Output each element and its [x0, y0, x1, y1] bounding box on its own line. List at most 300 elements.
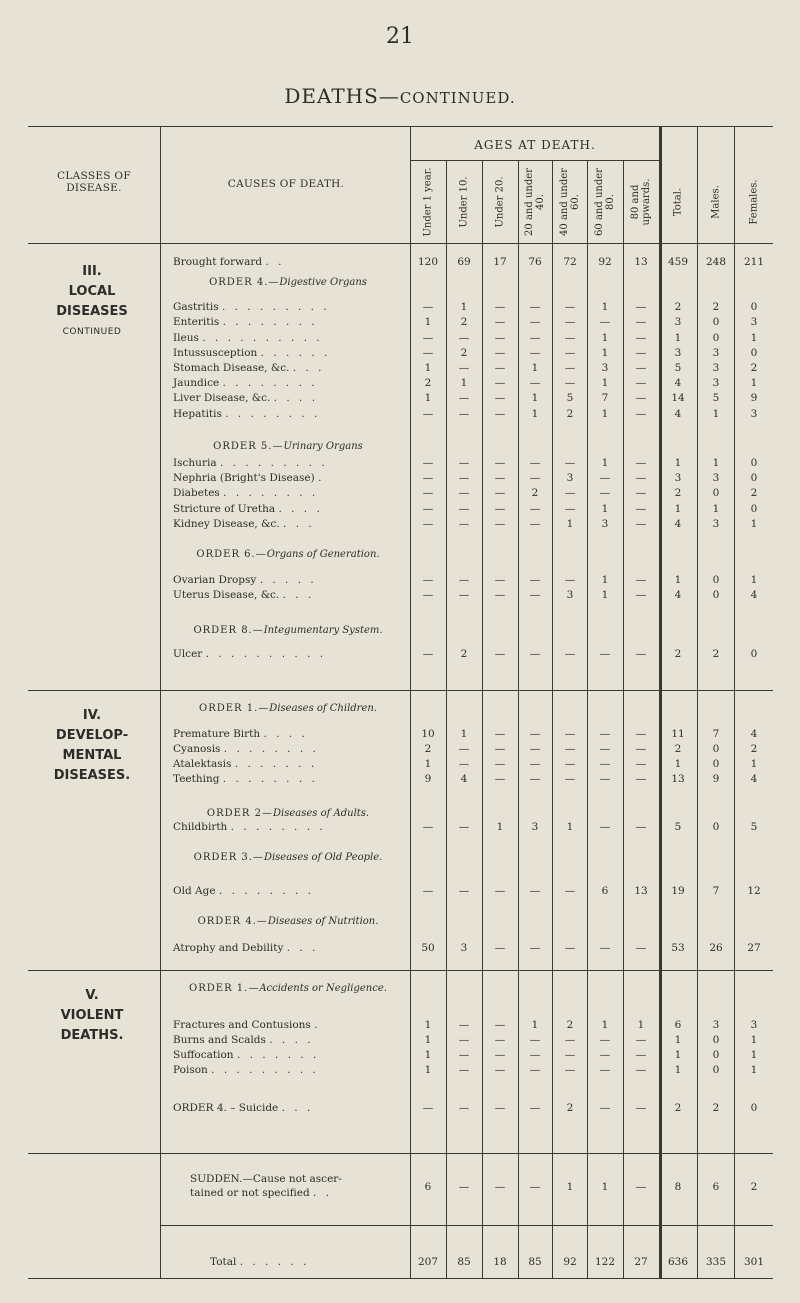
value-cell: —: [529, 743, 541, 755]
value-cell: —: [635, 487, 647, 499]
header-causes: CAUSES OF DEATH.: [227, 178, 345, 190]
table-row: [0, 1101, 800, 1115]
value-cell: —: [422, 574, 434, 586]
value-cell: —: [635, 408, 647, 420]
cause-cell: [173, 517, 403, 531]
leader-dots: . . . . . . . .: [222, 773, 318, 785]
value-cell: 0: [712, 743, 720, 755]
page-number: 21: [386, 24, 414, 49]
header-females: Females.: [748, 179, 760, 225]
value-cell: —: [458, 1064, 470, 1076]
value-cell: 2: [750, 487, 758, 499]
value-cell: 0: [750, 347, 758, 359]
value-cell: —: [458, 1019, 470, 1031]
value-cell: 459: [667, 256, 689, 268]
leader-dots: . . . .: [269, 1034, 314, 1046]
title-small-caps: CONTINUED.: [399, 89, 516, 107]
value-cell: —: [494, 457, 506, 469]
value-cell: —: [564, 743, 576, 755]
value-cell: 1: [674, 574, 682, 586]
value-cell: —: [494, 347, 506, 359]
cause-cell: [173, 647, 403, 661]
value-cell: 3: [712, 472, 720, 484]
cause-label: Enteritis: [173, 316, 220, 328]
value-cell: —: [494, 1049, 506, 1061]
cause-label: Childbirth: [173, 821, 228, 833]
value-cell: —: [529, 942, 541, 954]
value-cell: 1: [460, 728, 468, 740]
cause-cell: [173, 884, 403, 898]
value-cell: 636: [667, 1256, 689, 1268]
value-cell: 9: [712, 773, 720, 785]
cause-cell: [173, 742, 403, 756]
value-cell: 0: [750, 648, 758, 660]
order-title: Diseases of Nutrition.: [267, 916, 379, 927]
cause-label: Total: [210, 1256, 237, 1268]
value-cell: —: [529, 1049, 541, 1061]
value-cell: —: [494, 503, 506, 515]
table-row: [0, 1173, 800, 1199]
table-row: [0, 376, 800, 390]
value-cell: 9: [750, 392, 758, 404]
value-cell: 3: [750, 1019, 758, 1031]
cause-label: Premature Birth: [173, 728, 261, 740]
order-heading: [188, 702, 388, 715]
value-cell: 1: [674, 758, 682, 770]
value-cell: 1: [674, 457, 682, 469]
value-cell: 0: [750, 301, 758, 313]
class-label-line: DISEASES.: [53, 768, 131, 783]
order-title: Integumentary System.: [263, 625, 383, 636]
value-cell: —: [422, 648, 434, 660]
value-cell: —: [599, 743, 611, 755]
value-cell: 2: [424, 743, 432, 755]
header-classes: CLASSES OF DISEASE.: [57, 170, 131, 194]
value-cell: 27: [747, 942, 761, 954]
class-label-line: DEATHS.: [60, 1028, 124, 1043]
value-cell: —: [564, 1034, 576, 1046]
value-cell: 1: [601, 457, 609, 469]
value-cell: 0: [712, 332, 720, 344]
value-cell: —: [599, 821, 611, 833]
value-cell: —: [494, 301, 506, 313]
value-cell: 2: [674, 301, 682, 313]
leader-dots: . . .: [282, 589, 315, 601]
value-cell: —: [635, 758, 647, 770]
value-cell: —: [635, 518, 647, 530]
value-cell: 1: [601, 301, 609, 313]
cause-label: Ulcer: [173, 648, 203, 660]
table-row: [0, 742, 800, 756]
value-cell: 18: [493, 1256, 507, 1268]
value-cell: —: [529, 885, 541, 897]
cause-label: Gastritis: [173, 301, 219, 313]
cause-cell: [173, 300, 403, 314]
cause-label: Liver Disease, &c.: [173, 392, 271, 404]
cause-label: Brought forward: [173, 256, 263, 268]
cause-label: Teething: [173, 773, 220, 785]
leader-dots: . . . . . .: [239, 1256, 310, 1268]
table-row: [0, 1048, 800, 1062]
value-cell: —: [529, 518, 541, 530]
value-cell: 1: [712, 408, 720, 420]
value-cell: —: [458, 1034, 470, 1046]
value-cell: —: [564, 758, 576, 770]
table-row: [0, 361, 800, 375]
cause-label: Suffocation: [173, 1049, 234, 1061]
value-cell: —: [529, 472, 541, 484]
value-cell: 2: [566, 1019, 574, 1031]
value-cell: 2: [712, 648, 720, 660]
order-title: Digestive Organs: [279, 277, 367, 288]
value-cell: —: [564, 1049, 576, 1061]
table-row: [0, 315, 800, 329]
value-cell: 5: [750, 821, 758, 833]
value-cell: 17: [493, 256, 507, 268]
value-cell: —: [494, 1181, 506, 1193]
leader-dots: .: [318, 472, 325, 484]
table-row: [0, 573, 800, 587]
order-heading: [188, 548, 388, 561]
value-cell: 1: [674, 503, 682, 515]
table-row: [0, 486, 800, 500]
leader-dots: . . . . . . .: [234, 758, 318, 770]
value-cell: 1: [674, 1049, 682, 1061]
cause-label: Ileus: [173, 332, 199, 344]
cause-cell: [173, 1033, 403, 1047]
cause-cell: [173, 727, 403, 741]
order-heading: [188, 915, 388, 928]
cause-cell: [173, 502, 403, 516]
value-cell: —: [422, 408, 434, 420]
class-label-line: MENTAL: [62, 748, 122, 763]
cause-label: Ovarian Dropsy: [173, 574, 257, 586]
value-cell: 2: [712, 1102, 720, 1114]
order-label: ORDER 4.—: [209, 277, 280, 288]
table-bottom-rule: [28, 1278, 773, 1279]
leader-dots: . .: [313, 1187, 333, 1199]
table-row: [0, 1033, 800, 1047]
value-cell: —: [599, 1034, 611, 1046]
value-cell: —: [635, 472, 647, 484]
order-label: ORDER 3.—: [193, 852, 264, 863]
value-cell: 0: [750, 472, 758, 484]
cause-label: Intussusception: [173, 347, 258, 359]
value-cell: —: [599, 758, 611, 770]
value-cell: 6: [601, 885, 609, 897]
cause-label: Stomach Disease, &c.: [173, 362, 290, 374]
value-cell: 2: [566, 408, 574, 420]
cause-label: Ischuria: [173, 457, 217, 469]
value-cell: —: [635, 942, 647, 954]
value-cell: 7: [712, 885, 720, 897]
value-cell: —: [422, 332, 434, 344]
value-cell: —: [458, 885, 470, 897]
value-cell: 9: [424, 773, 432, 785]
value-cell: 2: [712, 301, 720, 313]
value-cell: 0: [712, 821, 720, 833]
value-cell: —: [422, 472, 434, 484]
value-cell: —: [458, 487, 470, 499]
value-cell: 1: [712, 457, 720, 469]
value-cell: —: [458, 457, 470, 469]
table-row: [0, 1063, 800, 1077]
leader-dots: . . . . . . . . . .: [205, 648, 327, 660]
value-cell: 2: [674, 743, 682, 755]
value-cell: —: [599, 1064, 611, 1076]
value-cell: 3: [674, 316, 682, 328]
table-row: [0, 471, 800, 485]
value-cell: 1: [674, 332, 682, 344]
value-cell: 3: [750, 408, 758, 420]
value-cell: —: [494, 362, 506, 374]
table-row: [0, 588, 800, 602]
value-cell: 1: [424, 1019, 432, 1031]
value-cell: —: [529, 589, 541, 601]
value-cell: 6: [424, 1181, 432, 1193]
value-cell: —: [422, 487, 434, 499]
value-cell: —: [458, 743, 470, 755]
value-cell: 1: [424, 362, 432, 374]
value-cell: 1: [601, 574, 609, 586]
header-ages: AGES AT DEATH.: [474, 138, 596, 152]
value-cell: 1: [750, 377, 758, 389]
value-cell: —: [422, 821, 434, 833]
table-row: [0, 647, 800, 661]
section-rule-4: [160, 1225, 773, 1226]
value-cell: 5: [674, 362, 682, 374]
cause-cell: [173, 376, 403, 390]
leader-dots: . . .: [292, 362, 325, 374]
value-cell: —: [494, 1019, 506, 1031]
value-cell: —: [494, 728, 506, 740]
value-cell: 4: [674, 377, 682, 389]
value-cell: 4: [674, 518, 682, 530]
value-cell: —: [458, 503, 470, 515]
value-cell: —: [599, 487, 611, 499]
value-cell: 1: [712, 503, 720, 515]
leader-dots: . . . . .: [259, 574, 317, 586]
value-cell: 1: [531, 362, 539, 374]
value-cell: 1: [674, 1064, 682, 1076]
value-cell: 120: [417, 256, 439, 268]
cause-label: Hepatitis: [173, 408, 222, 420]
value-cell: —: [635, 392, 647, 404]
value-cell: 0: [712, 487, 720, 499]
value-cell: 13: [671, 773, 685, 785]
value-cell: 248: [705, 256, 727, 268]
value-cell: —: [635, 728, 647, 740]
value-cell: —: [635, 1034, 647, 1046]
value-cell: —: [564, 332, 576, 344]
value-cell: 1: [750, 758, 758, 770]
value-cell: —: [529, 332, 541, 344]
value-cell: —: [494, 942, 506, 954]
order-title: Urinary Organs: [283, 441, 363, 452]
value-cell: —: [458, 472, 470, 484]
value-cell: —: [422, 503, 434, 515]
cause-cell: [173, 772, 403, 786]
order-label: ORDER 8.—: [193, 625, 264, 636]
value-cell: 11: [671, 728, 685, 740]
value-cell: 3: [674, 347, 682, 359]
value-cell: 2: [460, 347, 468, 359]
value-cell: 13: [634, 885, 648, 897]
value-cell: 1: [531, 408, 539, 420]
value-cell: 27: [634, 1256, 648, 1268]
value-cell: 0: [750, 457, 758, 469]
value-cell: —: [529, 503, 541, 515]
value-cell: 4: [750, 773, 758, 785]
value-cell: —: [564, 487, 576, 499]
cause-label: Jaundice: [173, 377, 220, 389]
order-title: Diseases of Children.: [269, 703, 377, 714]
value-cell: 53: [671, 942, 685, 954]
order-heading: [188, 982, 388, 995]
value-cell: 0: [750, 503, 758, 515]
leader-dots: . . . .: [263, 728, 308, 740]
cause-label: Old Age: [173, 885, 216, 897]
class-label-line: LOCAL: [68, 284, 116, 299]
table-row: [0, 331, 800, 345]
value-cell: 1: [424, 392, 432, 404]
value-cell: —: [529, 301, 541, 313]
value-cell: —: [494, 332, 506, 344]
order-heading: [188, 851, 388, 864]
value-cell: 1: [531, 392, 539, 404]
value-cell: 0: [712, 758, 720, 770]
table-row: [0, 407, 800, 421]
value-cell: —: [635, 574, 647, 586]
value-cell: —: [635, 773, 647, 785]
value-cell: —: [635, 743, 647, 755]
value-cell: —: [564, 728, 576, 740]
cause-label-cont: tained or not specified: [190, 1187, 310, 1199]
value-cell: —: [494, 1064, 506, 1076]
value-cell: —: [494, 758, 506, 770]
value-cell: —: [635, 301, 647, 313]
value-cell: 50: [421, 942, 435, 954]
class-label-line: IV.: [82, 708, 102, 723]
value-cell: —: [494, 743, 506, 755]
value-cell: —: [635, 648, 647, 660]
value-cell: 1: [750, 1064, 758, 1076]
cause-cell: [173, 361, 403, 375]
class-label-line: DISEASES: [56, 304, 128, 319]
value-cell: 3: [566, 472, 574, 484]
value-cell: —: [635, 1064, 647, 1076]
value-cell: —: [564, 347, 576, 359]
value-cell: —: [494, 472, 506, 484]
value-cell: —: [635, 821, 647, 833]
table-row: [0, 1018, 800, 1032]
table-row: [0, 456, 800, 470]
class-label-line: V.: [85, 988, 99, 1003]
cause-cell: [173, 486, 403, 500]
value-cell: —: [494, 1034, 506, 1046]
order-label: ORDER 4.—: [197, 916, 268, 927]
value-cell: 207: [417, 1256, 439, 1268]
value-cell: —: [494, 574, 506, 586]
table-row: [0, 820, 800, 834]
title-main: DEATHS—: [284, 84, 400, 108]
value-cell: 2: [460, 316, 468, 328]
value-cell: 8: [674, 1181, 682, 1193]
value-cell: 5: [674, 821, 682, 833]
value-cell: 3: [712, 518, 720, 530]
value-cell: —: [635, 1181, 647, 1193]
value-cell: 7: [712, 728, 720, 740]
cause-cell: [173, 588, 403, 602]
value-cell: 3: [566, 589, 574, 601]
class-label-line: VIOLENT: [60, 1008, 124, 1023]
leader-dots: . . . . . . . . .: [211, 1064, 319, 1076]
value-cell: —: [458, 1049, 470, 1061]
value-cell: 1: [460, 377, 468, 389]
cause-cell: [173, 331, 403, 345]
value-cell: 2: [531, 487, 539, 499]
value-cell: —: [458, 392, 470, 404]
leader-dots: . . . . . . . .: [223, 487, 319, 499]
leader-dots: . . . . . . . .: [222, 316, 318, 328]
cause-cell: [173, 1063, 403, 1077]
cause-label: Atalektasis: [173, 758, 232, 770]
leader-dots: . . . .: [273, 392, 319, 404]
value-cell: 3: [531, 821, 539, 833]
cause-cell: [173, 391, 403, 405]
cause-cell: [173, 1018, 403, 1032]
value-cell: —: [422, 301, 434, 313]
value-cell: —: [635, 457, 647, 469]
value-cell: —: [422, 1102, 434, 1114]
value-cell: —: [458, 589, 470, 601]
value-cell: 76: [528, 256, 542, 268]
value-cell: —: [564, 362, 576, 374]
value-cell: —: [458, 332, 470, 344]
value-cell: 1: [674, 1034, 682, 1046]
value-cell: 85: [457, 1256, 471, 1268]
order-title: Diseases of Old People.: [263, 852, 383, 863]
value-cell: 1: [601, 503, 609, 515]
value-cell: —: [599, 472, 611, 484]
table-row: [0, 517, 800, 531]
value-cell: —: [494, 316, 506, 328]
value-cell: —: [422, 347, 434, 359]
cause-label: Fractures and Contusions: [173, 1019, 311, 1031]
value-cell: —: [635, 1102, 647, 1114]
value-cell: —: [529, 574, 541, 586]
value-cell: 2: [750, 1181, 758, 1193]
value-cell: —: [458, 758, 470, 770]
value-cell: —: [635, 316, 647, 328]
value-cell: —: [458, 408, 470, 420]
value-cell: 3: [674, 472, 682, 484]
order-label: ORDER 6.—: [196, 549, 267, 560]
value-cell: —: [529, 316, 541, 328]
value-cell: 2: [674, 648, 682, 660]
value-cell: 1: [424, 1034, 432, 1046]
value-cell: 72: [563, 256, 577, 268]
value-cell: 0: [712, 1034, 720, 1046]
value-cell: 3: [712, 347, 720, 359]
value-cell: —: [494, 648, 506, 660]
value-cell: 3: [712, 377, 720, 389]
value-cell: 122: [594, 1256, 616, 1268]
value-cell: 1: [424, 316, 432, 328]
value-cell: 92: [563, 1256, 577, 1268]
value-cell: 3: [601, 518, 609, 530]
value-cell: 7: [601, 392, 609, 404]
